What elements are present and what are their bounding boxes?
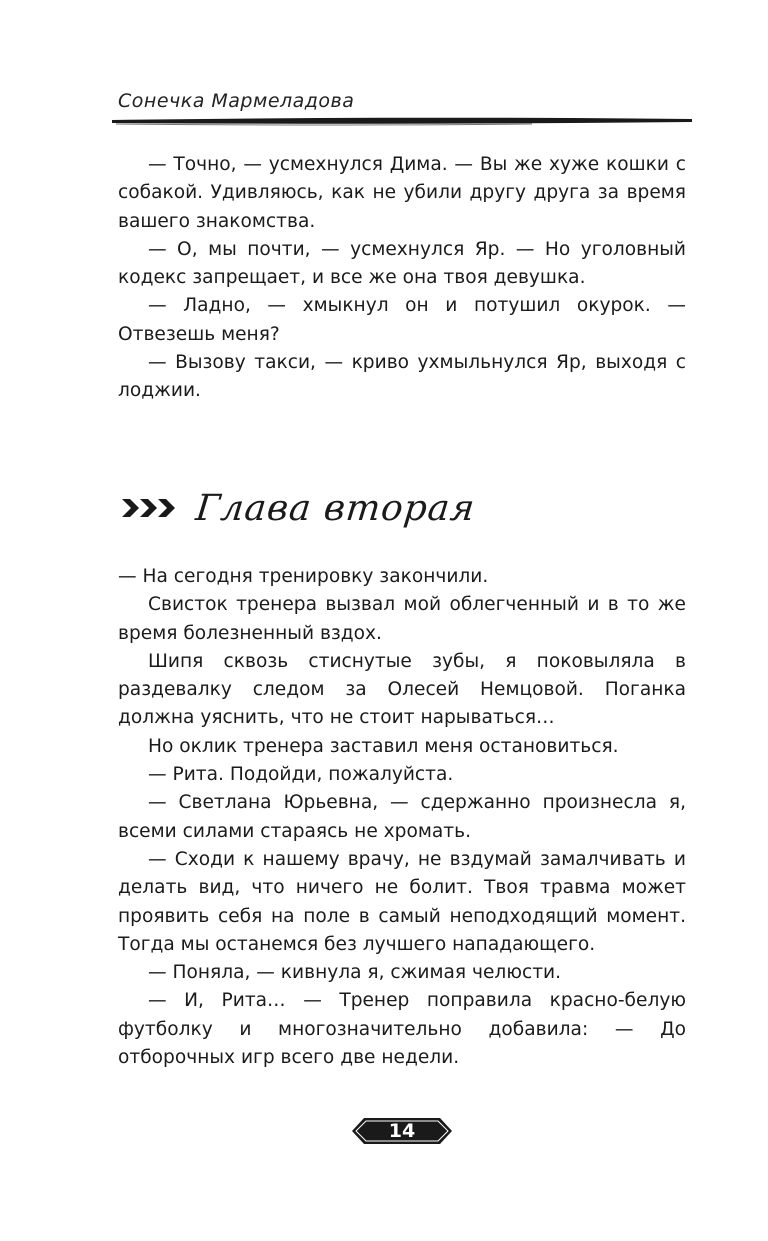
paragraph: — Ладно, — хмыкнул он и потушил окурок. — Отвезешь меня? (118, 295, 686, 345)
paragraph: — И, Рита… — Тренер поправила красно-белую футболку и многозначительно добавила: — До отборочных игр всего две недели. (118, 990, 686, 1069)
page-number: 14 (388, 1120, 416, 1142)
text-block-before-chapter (118, 151, 686, 406)
chapter-title: Глава вторая (193, 487, 478, 529)
paragraph: — Светлана Юрьевна, — сдержанно произнесла я, всеми силами стараясь не хромать. (118, 792, 686, 842)
paragraph: — Поняла, — кивнула я, сжимая челюсти. (148, 962, 562, 984)
triple-chevron-icon (120, 495, 182, 521)
paragraph: — Вызову такси, — криво ухмыльнулся Яр, выходя с лоджии. (118, 352, 686, 402)
page-number-badge (352, 1114, 452, 1148)
running-head: Сонечка Мармеладова (118, 90, 355, 112)
paragraph: — Рита. Подойди, пожалуйста. (148, 764, 454, 786)
header-rule (112, 114, 692, 128)
paragraph: — Сходи к нашему врачу, не вздумай замалчивать и делать вид, что ничего не болит. Твоя травма может проявить себя на поле в самый неподходящий момент. Тогда мы останемся без лучшего нападающего. (118, 848, 686, 955)
paragraph: Свисток тренера вызвал мой облегченный и в то же время болезненный вздох. (118, 594, 686, 644)
paragraph: Но оклик тренера заставил меня остановиться. (148, 735, 619, 757)
paragraph: Шипя сквозь стиснутые зубы, я поковыляла в раздевалку следом за Олесей Немцовой. Поганка должна уяснить, что не стоит нарываться… (118, 650, 686, 729)
text-block-chapter-two (118, 563, 686, 1072)
chapter-heading (120, 478, 520, 538)
paragraph: — На сегодня тренировку закончили. (118, 566, 489, 587)
paragraph: — О, мы почти, — усмехнулся Яр. — Но уголовный кодекс запрещает, и все же она твоя девушка. (118, 238, 686, 289)
paragraph: — Точно, — усмехнулся Дима. — Вы же хуже кошки с собакой. Удивляюсь, как не убили другу друга за время вашего знакомства. (118, 154, 686, 232)
